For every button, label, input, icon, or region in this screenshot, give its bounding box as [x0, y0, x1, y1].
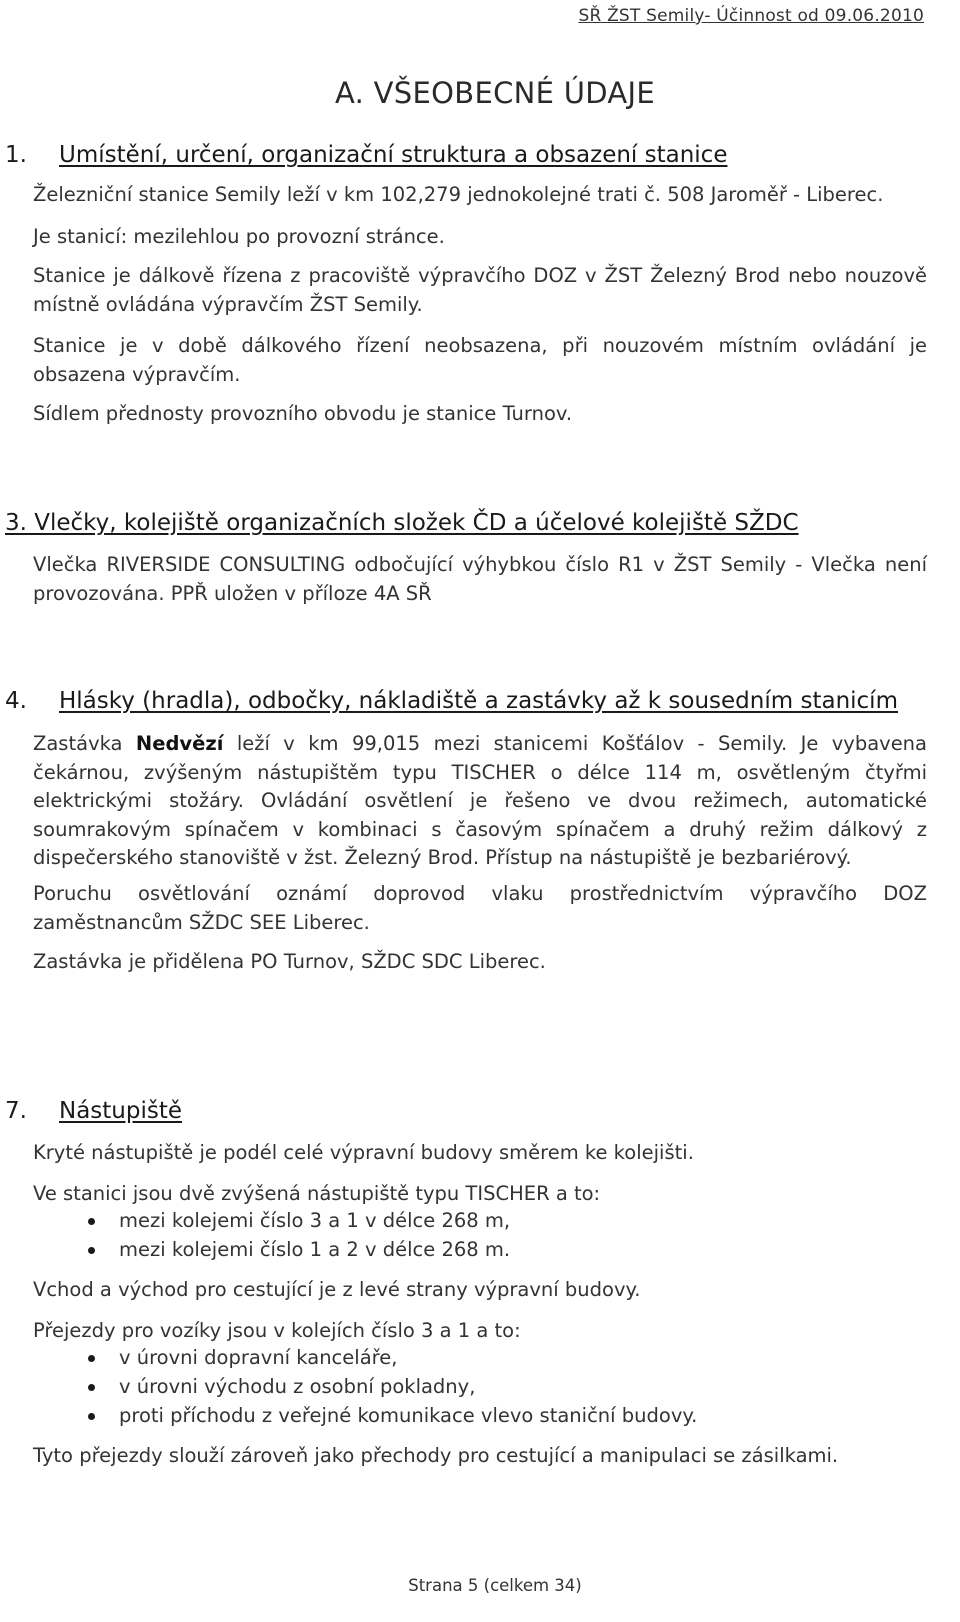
section-3-heading: 3. Vlečky, kolejiště organizačních složek ČD a účelové kolejiště SŽDC — [5, 510, 799, 536]
section-7-number: 7. — [5, 1098, 27, 1124]
document-title: A. VŠEOBECNÉ ÚDAJE — [334, 76, 656, 110]
bullet-icon — [88, 1413, 95, 1420]
list-item: mezi kolejemi číslo 1 a 2 v délce 268 m. — [88, 1236, 928, 1265]
paragraph-remote-control: Stanice je dálkově řízena z pracoviště výpravčího DOZ v ŽST Železný Brod nebo nouzově místně ovládána výpravčím ŽST Semily. — [33, 264, 927, 316]
paragraph-crossings-usage: Tyto přejezdy slouží zároveň jako přechody pro cestující a manipulaci se zásilkami. — [33, 1444, 839, 1467]
section-4-title: Hlásky (hradla), odbočky, nákladiště a zastávky až k sousedním stanicím — [59, 688, 898, 714]
crossing-list — [88, 1344, 928, 1430]
section-4-heading — [5, 688, 898, 714]
stop-text-prefix: Zastávka — [33, 732, 136, 755]
paragraph-crossings-intro: Přejezdy pro vozíky jsou v kolejích číslo 3 a 1 a to: — [33, 1319, 521, 1342]
paragraph-siding: Vlečka RIVERSIDE CONSULTING odbočující výhybkou číslo R1 v ŽST Semily - Vlečka není provozována. PPŘ uložen v příloze 4A SŘ — [33, 553, 927, 605]
section-1-heading — [5, 142, 727, 168]
paragraph-staffing: Stanice je v době dálkového řízení neobsazena, při nouzovém místním ovládání je obsazena výpravčím. — [33, 334, 927, 386]
bullet-icon — [88, 1384, 95, 1391]
section-7-heading — [5, 1098, 182, 1124]
paragraph-platforms-intro: Ve stanici jsou dvě zvýšená nástupiště typu TISCHER a to: — [33, 1182, 601, 1205]
paragraph-stop-description — [33, 730, 927, 873]
list-item: v úrovni dopravní kanceláře, — [88, 1344, 928, 1373]
stop-text-body: leží v km 99,015 mezi stanicemi Košťálov - Semily. Je vybavena čekárnou, zvýšeným nástupištěm typu TISCHER o délce 114 m, osvětleným čtyřmi elektrickými stožáry. Ovládání osvětlení je řešeno ve dvou režimech, automatické soumrakovým spínačem v kombinaci s časovým spínačem a druhý režim dálkový z dispečerského stanoviště v žst. Železný Brod. Přístup na nástupiště je bezbariérový. — [33, 732, 927, 869]
paragraph-location: Železniční stanice Semily leží v km 102,279 jednokolejné trati č. 508 Jaroměř - Liberec. — [33, 183, 884, 206]
paragraph-station-type: Je stanicí: mezilehlou po provozní stránce. — [33, 225, 445, 248]
paragraph-district-seat: Sídlem přednosty provozního obvodu je stanice Turnov. — [33, 402, 573, 425]
paragraph-covered-platform: Kryté nástupiště je podél celé výpravní budovy směrem ke kolejišti. — [33, 1141, 694, 1164]
list-item: mezi kolejemi číslo 3 a 1 v délce 268 m, — [88, 1207, 928, 1236]
bullet-icon — [88, 1247, 95, 1254]
list-item: proti příchodu z veřejné komunikace vlevo staniční budovy. — [88, 1402, 928, 1431]
bullet-icon — [88, 1218, 95, 1225]
bullet-icon — [88, 1355, 95, 1362]
page-number: Strana 5 (celkem 34) — [408, 1576, 582, 1595]
running-header: SŘ ŽST Semily- Účinnost od 09.06.2010 — [578, 6, 924, 26]
platform-list — [88, 1207, 928, 1265]
paragraph-entrance: Vchod a východ pro cestující je z levé strany výpravní budovy. — [33, 1278, 641, 1301]
list-item: v úrovni východu z osobní pokladny, — [88, 1373, 928, 1402]
stop-name: Nedvězí — [135, 732, 224, 755]
section-1-title: Umístění, určení, organizační struktura a obsazení stanice — [59, 142, 728, 168]
section-7-title: Nástupiště — [59, 1098, 183, 1124]
paragraph-lighting-fault: Poruchu osvětlování oznámí doprovod vlaku prostřednictvím výpravčího DOZ zaměstnancům SŽDC SEE Liberec. — [33, 882, 927, 934]
paragraph-stop-assignment: Zastávka je přidělena PO Turnov, SŽDC SDC Liberec. — [33, 950, 546, 973]
section-1-number: 1. — [5, 142, 27, 168]
section-4-number: 4. — [5, 688, 27, 714]
